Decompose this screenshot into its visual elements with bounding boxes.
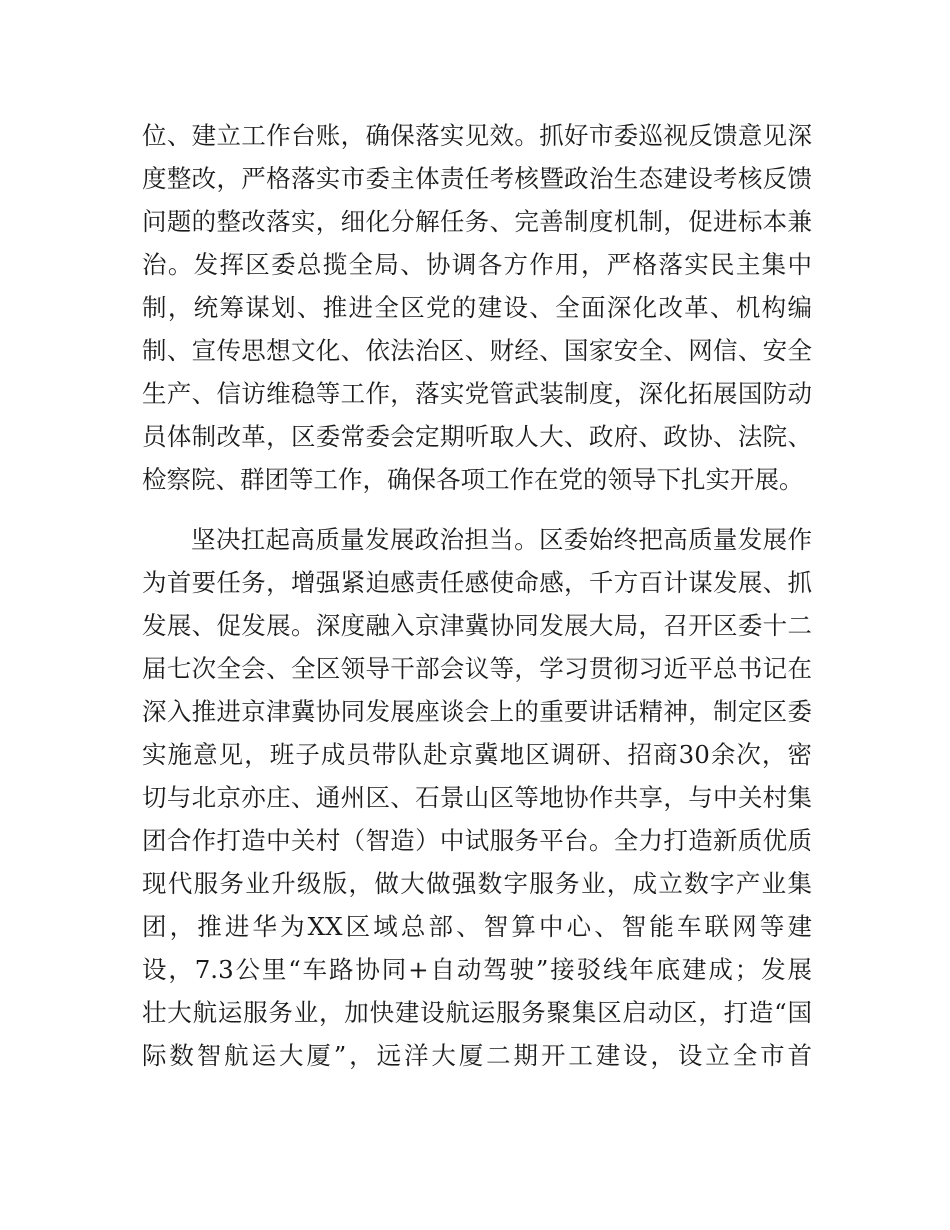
text-line: 实施意见，班子成员带队赴京冀地区调研、招商30余次，密 (142, 740, 812, 769)
text-line: 设，7.3公里“车路协同+自动驾驶”接驳线年底建成；发展 (142, 955, 812, 984)
text-line: 壮大航运服务业，加快建设航运服务聚集区启动区，打造“国 (142, 998, 812, 1027)
text-line: 生产、信访维稳等工作，落实党管武装制度，深化拓展国防动 (142, 379, 812, 408)
text-line: 现代服务业升级版，做大做强数字服务业，成立数字产业集 (142, 869, 812, 898)
text-line: 制、宣传思想文化、依法治区、财经、国家安全、网信、安全 (142, 336, 812, 365)
text-line: 问题的整改落实，细化分解任务、完善制度机制，促进标本兼 (142, 207, 812, 236)
paragraph-1 (142, 114, 812, 501)
text-line: 深入推进京津冀协同发展座谈会上的重要讲话精神，制定区委 (142, 697, 812, 726)
text-line: 检察院、群团等工作，确保各项工作在党的领导下扎实开展。 (142, 465, 804, 494)
text-line: 团，推进华为XX区域总部、智算中心、智能车联网等建 (142, 912, 812, 941)
text-line: 切与北京亦庄、通州区、石景山区等地协作共享，与中关村集 (142, 783, 812, 812)
text-line: 为首要任务，增强紧迫感责任感使命感，千方百计谋发展、抓 (142, 568, 812, 597)
text-line: 团合作打造中关村（智造）中试服务平台。全力打造新质优质 (142, 826, 812, 855)
paragraph-2 (142, 518, 812, 1077)
text-line: 治。发挥区委总揽全局、协调各方作用，严格落实民主集中 (142, 250, 812, 279)
text-line: 位、建立工作台账，确保落实见效。抓好市委巡视反馈意见深 (142, 121, 812, 150)
text-line: 发展、促发展。深度融入京津冀协同发展大局，召开区委十二 (142, 611, 812, 640)
text-line: 制，统筹谋划、推进全区党的建设、全面深化改革、机构编 (142, 293, 812, 322)
text-line: 度整改，严格落实市委主体责任考核暨政治生态建设考核反馈 (142, 164, 812, 193)
text-line: 届七次全会、全区领导干部会议等，学习贯彻习近平总书记在 (142, 654, 812, 683)
text-line: 坚决扛起高质量发展政治担当。区委始终把高质量发展作 (191, 525, 812, 554)
text-line: 际数智航运大厦”，远洋大厦二期开工建设，设立全市首 (142, 1041, 812, 1070)
text-line: 员体制改革，区委常委会定期听取人大、政府、政协、法院、 (142, 422, 812, 451)
